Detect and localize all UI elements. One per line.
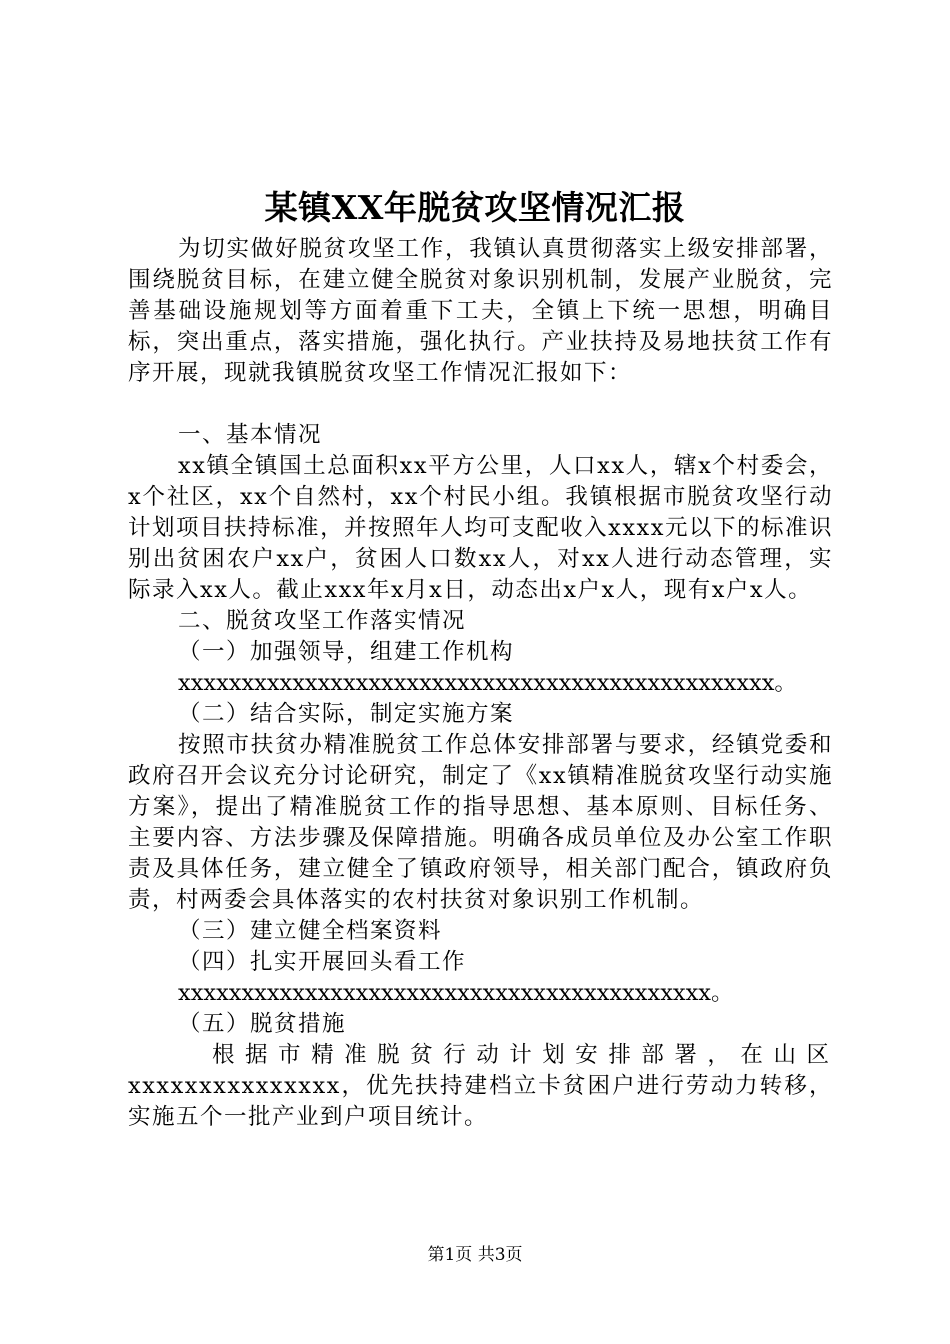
subheading-measures: （五）脱贫措施 [178,1011,347,1037]
paragraph-gap [128,389,833,420]
review-paragraph: xxxxxxxxxxxxxxxxxxxxxxxxxxxxxxxxxxxxxxxxxx。 [178,980,734,1006]
measures-paragraph-line1: 根据市精准脱贫行动计划安排部署，在山区 [212,1042,833,1068]
leadership-paragraph: xxxxxxxxxxxxxxxxxxxxxxxxxxxxxxxxxxxxxxxxxxxxxxx。 [178,670,797,696]
measures-paragraph-rest: xxxxxxxxxxxxxxx，优先扶持建档立卡贫困户进行劳动力转移，实施五个一批产业到户项目统计。 [128,1073,833,1130]
intro-paragraph: 为切实做好脱贫攻坚工作，我镇认真贯彻落实上级安排部署，围绕脱贫目标，在建立健全脱贫对象识别机制，发展产业脱贫，完善基础设施规划等方面着重下工夫，全镇上下统一思想，明确目标，突出重点，落实措施，强化执行。产业扶持及易地扶贫工作有序开展，现就我镇脱贫攻坚工作情况汇报如下： [128,236,833,386]
subheading-review: （四）扎实开展回头看工作 [178,949,467,975]
section-heading-basic: 一、基本情况 [178,422,323,448]
page-indicator: 第1页 共3页 [427,1245,523,1265]
document-body [128,234,833,1133]
subheading-plan: （二）结合实际，制定实施方案 [178,701,515,727]
document-title: 某镇XX年脱贫攻坚情况汇报 [264,188,686,227]
plan-paragraph: 按照市扶贫办精准脱贫工作总体安排部署与要求，经镇党委和政府召开会议充分讨论研究，制定了《xx镇精准脱贫攻坚行动实施方案》，提出了精准脱贫工作的指导思想、基本原则、目标任务、主要内容、方法步骤及保障措施。明确各成员单位及办公室工作职责及具体任务，建立健全了镇政府领导，相关部门配合，镇政府负责，村两委会具体落实的农村扶贫对象识别工作机制。 [128,732,833,913]
subheading-archives: （三）建立健全档案资料 [178,918,443,944]
basic-situation-paragraph: xx镇全镇国土总面积xx平方公里，人口xx人，辖x个村委会，x个社区，xx个自然村，xx个村民小组。我镇根据市脱贫攻坚行动计划项目扶持标准，并按照年人均可支配收入xxxx元以下的标准识别出贫困农户xx户，贫困人口数xx人，对xx人进行动态管理，实际录入xx人。截止xxx年x月x日，动态出x户x人，现有x户x人。 [128,453,833,603]
subheading-leadership: （一）加强领导，组建工作机构 [178,639,515,665]
section-heading-implementation: 二、脱贫攻坚工作落实情况 [178,608,467,634]
